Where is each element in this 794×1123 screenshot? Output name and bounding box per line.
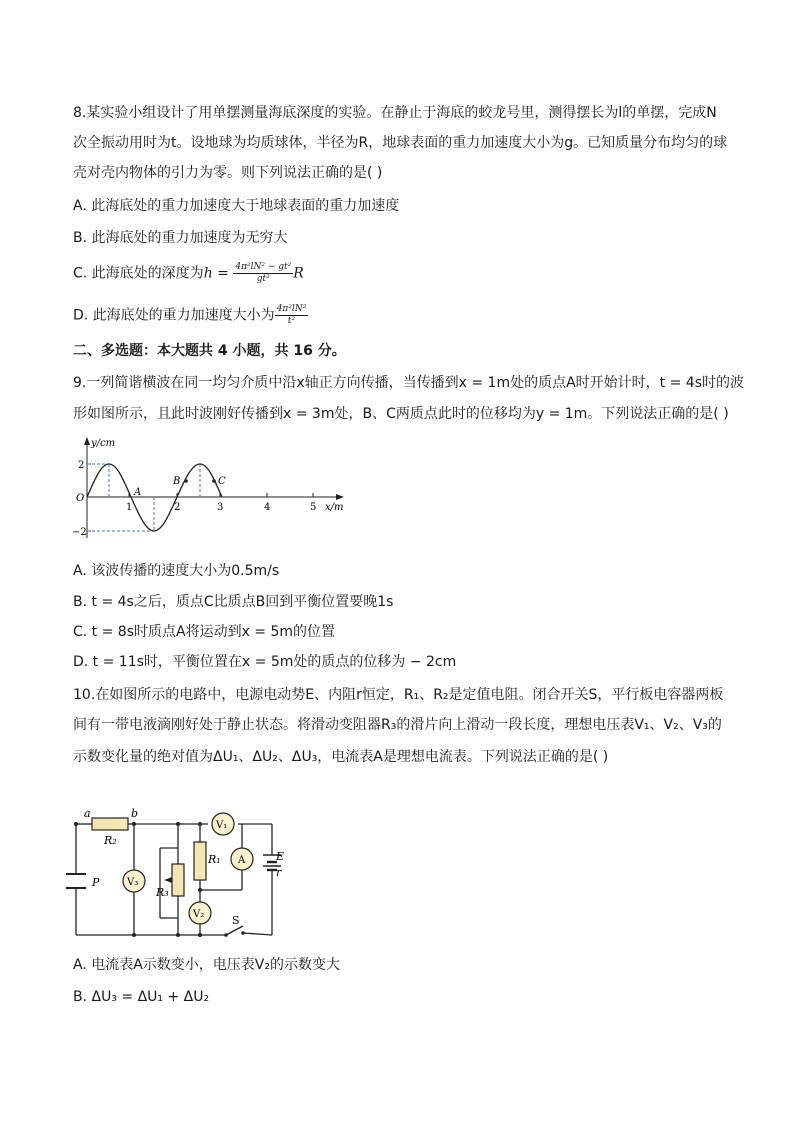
y-tick-label-2: 2 [78, 460, 85, 471]
q9-line-2: 形如图所示，且此时波刚好传播到x = 3m处，B、C两质点此时的位移均为y = 1m。下列说法正确的是( ) [73, 406, 729, 422]
r3-label: R₃ [156, 886, 169, 899]
q9-option-c: C. t = 8s时质点A将运动到x = 5m的位置 [73, 624, 336, 640]
x-tick-label-1: 1 [126, 502, 133, 513]
v3-label: V₃ [127, 877, 139, 888]
q9-option-d: D. t = 11s时，平衡位置在x = 5m处的质点的位移为 − 2cm [73, 654, 457, 670]
q8-option-c-prefix: C. 此海底处的深度为 [73, 265, 204, 282]
x-axis-arrow [336, 494, 344, 500]
point-a-label: A [134, 487, 142, 498]
internal-resistance-label: r [276, 866, 282, 879]
origin-label: O [76, 493, 85, 504]
droplet-p-label: P [92, 876, 100, 889]
r1-label: R₁ [208, 853, 221, 866]
q8-option-c-denominator: gt² [256, 274, 270, 284]
q8-line-1: 8.某实验小组设计了用单摆测量海底深度的实验。在静止于海底的蛟龙号里，测得摆长为l的单摆，完成N [73, 105, 717, 121]
q8-option-d-fraction [275, 304, 309, 327]
v2-label: V₂ [193, 909, 205, 920]
q8-line-3: 壳对壳内物体的引力为零。则下列说法正确的是( ) [73, 165, 383, 181]
point-b-label: B [173, 476, 181, 487]
q8-line-2: 次全振动用时为t。设地球为均质球体，半径为R，地球表面的重力加速度大小为g。已知质量分布均匀的球 [73, 135, 728, 151]
q10-circuit-diagram [60, 800, 300, 945]
q8-option-c-fraction [233, 262, 293, 285]
q8-option-d-numerator: 4π²lN² [276, 304, 307, 314]
q8-option-c-numerator: 4π²lN² − gt² [235, 262, 292, 272]
q8-option-a: A. 此海底处的重力加速度大于地球表面的重力加速度 [73, 198, 400, 214]
q8-option-d [73, 304, 308, 327]
q8-option-d-prefix: D. 此海底处的重力加速度大小为 [73, 307, 275, 324]
x-tick-label-2: 2 [174, 502, 181, 513]
point-c-dot [212, 479, 216, 483]
q10-line-1: 10.在如图所示的电路中，电源电动势E、内阻r恒定，R₁、R₂是定值电阻。闭合开关S，平行板电容器两板 [73, 687, 724, 703]
emf-label: E [276, 850, 285, 863]
x-tick-label-5: 5 [310, 502, 317, 513]
point-b-dot [184, 479, 188, 483]
v1-label: V₁ [216, 820, 228, 831]
r2-resistor [92, 818, 128, 830]
section-2-heading: 二、多选题：本大题共 4 小题，共 16 分。 [73, 343, 346, 359]
q9-option-b: B. t = 4s之后，质点C比质点B回到平衡位置要晚1s [73, 594, 394, 610]
r2-label: R₂ [104, 834, 117, 847]
q9-wave-graph [70, 434, 350, 546]
q8-option-c-lhs: h = [203, 265, 229, 282]
x-tick-label-4: 4 [264, 502, 271, 513]
point-c-label: C [218, 476, 226, 487]
node-b-label: b [131, 807, 139, 820]
q9-option-a: A. 该波传播的速度大小为0.5m/s [73, 563, 280, 579]
x-axis-label: x/m [325, 502, 344, 513]
r3-slider-arrow [164, 877, 172, 883]
y-tick-label-minus-2: −2 [72, 527, 87, 538]
q10-line-2: 间有一带电液滴刚好处于静止状态。将滑动变阻器R₃的滑片向上滑动一段长度，理想电压表V₁、V₂、V₃的 [73, 717, 722, 733]
q10-option-a: A. 电流表A示数变小，电压表V₂的示数变大 [73, 957, 340, 973]
r3-resistor [172, 864, 184, 896]
node-a-label: a [84, 807, 91, 820]
q8-option-c-suffix: R [293, 265, 304, 282]
y-axis-arrow [84, 437, 90, 445]
q9-line-1: 9.一列简谐横波在同一均匀介质中沿x轴正方向传播，当传播到x = 1m处的质点A时开始计时，t = 4s时的波 [73, 375, 744, 391]
q10-line-3: 示数变化量的绝对值为ΔU₁、ΔU₂、ΔU₃，电流表A是理想电流表。下列说法正确的是( ) [73, 749, 609, 765]
q8-option-b: B. 此海底处的重力加速度为无穷大 [73, 230, 288, 246]
q8-option-d-denominator: t² [287, 316, 296, 326]
ammeter-label: A [238, 855, 246, 866]
r1-resistor [194, 842, 206, 880]
y-axis-label: y/cm [91, 438, 116, 449]
x-tick-label-3: 3 [217, 502, 224, 513]
switch-s-label: S [232, 914, 240, 927]
q8-option-c [73, 262, 304, 285]
q10-option-b: B. ΔU₃ = ΔU₁ + ΔU₂ [73, 989, 210, 1005]
